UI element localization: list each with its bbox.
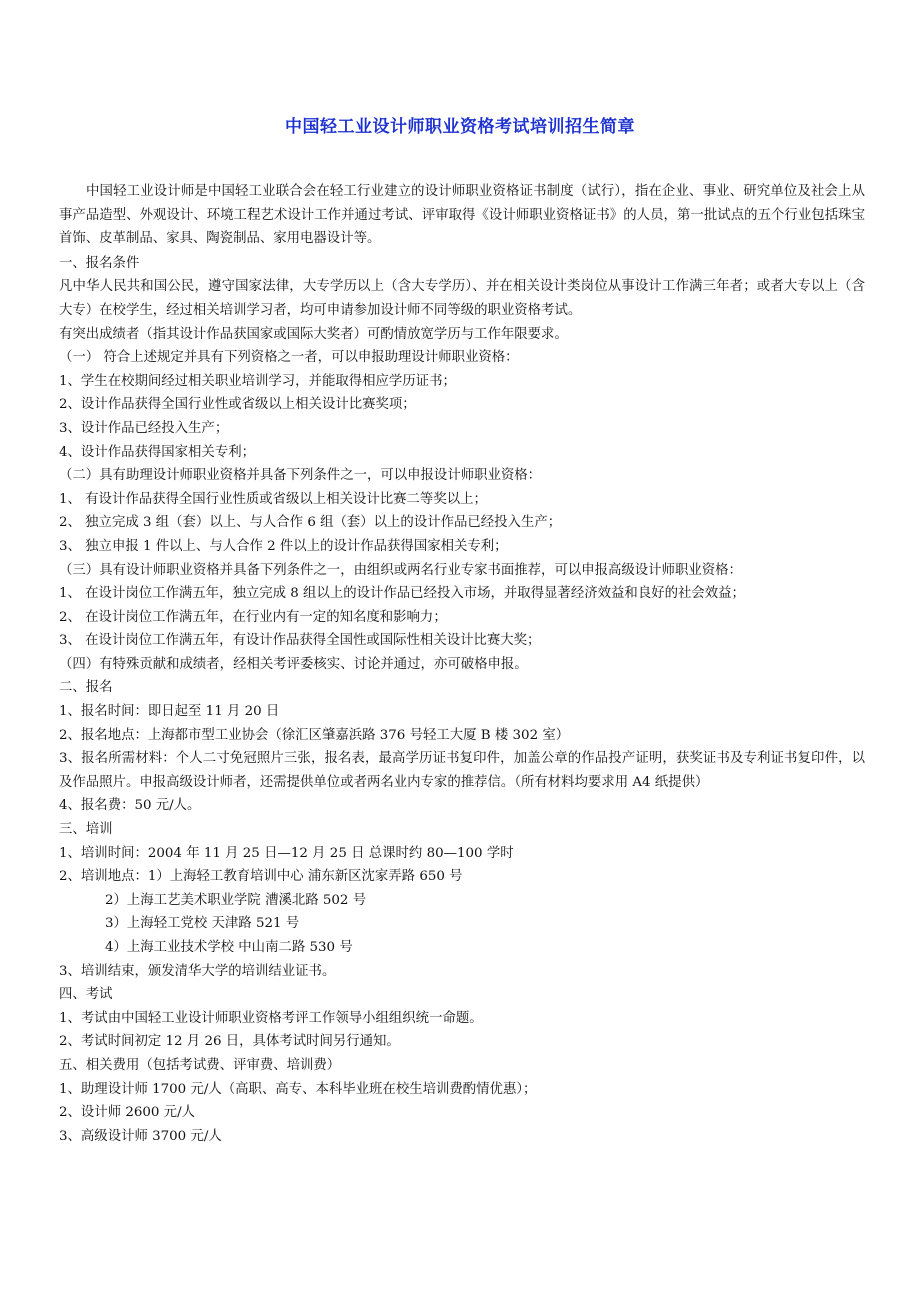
- list-item: 1、报名时间：即日起至 11 月 20 日: [59, 704, 280, 720]
- list-item: 1、 有设计作品获得全国行业性质或省级以上相关设计比赛二等奖以上；: [59, 491, 487, 507]
- subsection-special-contribution: （四）有特殊贡献和成绩者，经相关考评委核实、讨论并通过，亦可破格申报。: [59, 656, 528, 672]
- section-heading-registration-conditions: 一、报名条件: [59, 255, 140, 271]
- list-item: 2、 在设计岗位工作满五年，在行业内有一定的知名度和影响力；: [59, 609, 447, 625]
- list-item: 1、 在设计岗位工作满五年，独立完成 8 组以上的设计作品已经投入市场，并取得显著经济效益和良好的社会效益；: [59, 586, 745, 602]
- list-item: 4、报名费：50 元/人。: [59, 798, 201, 814]
- list-item: 3、培训结束，颁发清华大学的培训结业证书。: [59, 963, 336, 979]
- subsection-designer: （二）具有助理设计师职业资格并具备下列条件之一，可以申报设计师职业资格：: [59, 468, 542, 484]
- list-item: 2、设计作品获得全国行业性或省级以上相关设计比赛奖项；: [59, 397, 416, 413]
- section-heading-registration: 二、报名: [59, 680, 113, 696]
- list-item: 3、报名所需材料：个人二寸免冠照片三张，报名表，最高学历证书复印件，加盖公章的作品投产证明，获奖证书及专利证书复印件，以及作品照片。申报高级设计师者，还需提供单位或者两名业内专家的推荐信。（所有材料均要求用 A4 纸提供）: [59, 751, 865, 790]
- list-item: 1、助理设计师 1700 元/人（高职、高专、本科毕业班在校生培训费酌情优惠）；: [59, 1081, 537, 1097]
- subsection-senior-designer: （三）具有设计师职业资格并具备下列条件之一，由组织或两名行业专家书面推荐，可以申报高级设计师职业资格：: [59, 562, 742, 578]
- list-item: 2、考试时间初定 12 月 26 日，具体考试时间另行通知。: [59, 1034, 400, 1050]
- list-item: 3、 独立申报 1 件以上、与人合作 2 件以上的设计作品获得国家相关专利；: [59, 538, 508, 554]
- list-item: 2、 独立完成 3 组（套）以上、与人合作 6 组（套）以上的设计作品已经投入生产；: [59, 515, 562, 531]
- list-item: 4、设计作品获得国家相关专利；: [59, 444, 255, 460]
- training-location-item: 4）上海工业技术学校 中山南二路 530 号: [105, 940, 353, 955]
- list-item: 3、设计作品已经投入生产；: [59, 420, 229, 436]
- subsection-assistant-designer: （一） 符合上述规定并具有下列资格之一者，可以申报助理设计师职业资格：: [59, 350, 519, 366]
- section-heading-fees: 五、相关费用（包括考试费、评审费、培训费）: [59, 1057, 341, 1073]
- training-location-item: 2）上海工艺美术职业学院 漕溪北路 502 号: [105, 892, 367, 908]
- list-item: 2、培训地点：1）上海轻工教育培训中心 浦东新区沈家弄路 650 号: [59, 869, 463, 885]
- section-heading-exam: 四、考试: [59, 987, 113, 1003]
- document-body: [59, 180, 865, 1148]
- list-item: 1、培训时间：2004 年 11 月 25 日—12 月 25 日 总课时约 80—100 学时: [59, 845, 514, 861]
- document-title: 中国轻工业设计师职业资格考试培训招生简章: [285, 117, 635, 137]
- list-item: 2、设计师 2600 元/人: [59, 1105, 195, 1121]
- intro-paragraph: 中国轻工业设计师是中国轻工业联合会在轻工行业建立的设计师职业资格证书制度（试行），指在企业、事业、研究单位及社会上从事产品造型、外观设计、环境工程艺术设计工作并通过考试、评审取得《设计师职业资格证书》的人员，第一批试点的五个行业包括珠宝首饰、皮革制品、家具、陶瓷制品、家用电器设计等。: [59, 184, 865, 247]
- training-location-item: 3）上海轻工党校 天津路 521 号: [105, 916, 300, 932]
- list-item: 1、学生在校期间经过相关职业培训学习，并能取得相应学历证书；: [59, 373, 456, 389]
- list-item: 3、高级设计师 3700 元/人: [59, 1128, 222, 1144]
- exception-paragraph: 有突出成绩者（指其设计作品获国家或国际大奖者）可酌情放宽学历与工作年限要求。: [59, 326, 568, 342]
- section-heading-training: 三、培训: [59, 822, 113, 838]
- list-item: 1、考试由中国轻工业设计师职业资格考评工作领导小组组织统一命题。: [59, 1010, 483, 1026]
- list-item: 2、报名地点：上海都市型工业协会（徐汇区肇嘉浜路 376 号轻工大厦 B 楼 302 室）: [59, 727, 570, 743]
- list-item: 3、 在设计岗位工作满五年，有设计作品获得全国性或国际性相关设计比赛大奖；: [59, 633, 541, 649]
- eligibility-paragraph: 凡中华人民共和国公民，遵守国家法律，大专学历以上（含大专学历）、并在相关设计类岗位从事设计工作满三年者；或者大专以上（含大专）在校学生，经过相关培训学习者，均可申请参加设计师不同等级的职业资格考试。: [59, 279, 865, 318]
